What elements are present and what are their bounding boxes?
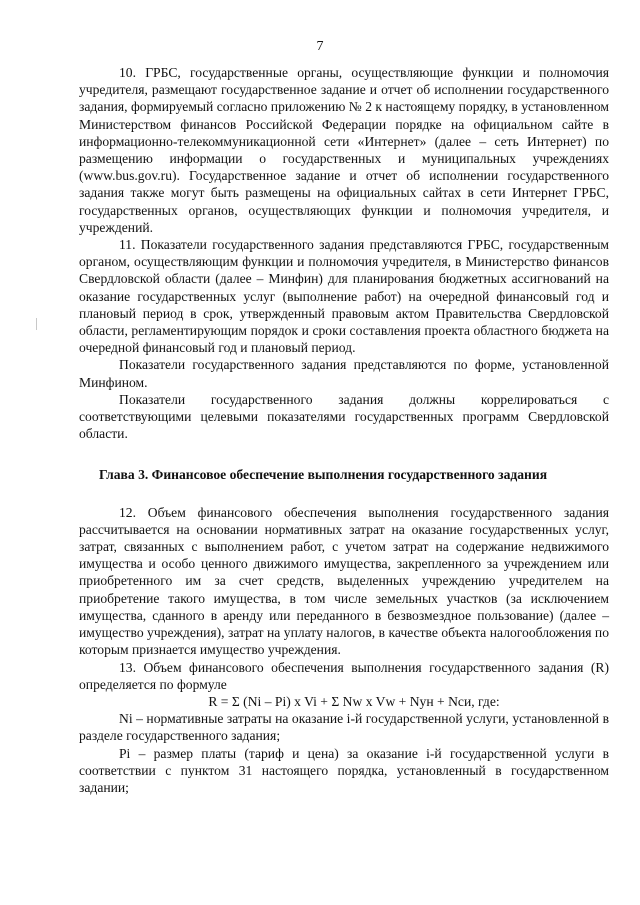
paragraph-13: 13. Объем финансового обеспечения выполнения государственного задания (R) определяется по формуле — [79, 659, 609, 692]
paragraph-10: 10. ГРБС, государственные органы, осуществляющие функции и полномочия учредителя, размещают государственное задание и отчет об исполнении государственного задания, формируемый согласно приложению № 2 к настоящему порядку, в установленном Министерством финансов Российской Федерации порядке на официальном сайте в информационно-телекоммуникационной сети «Интернет» (далее – сеть Интернет) по размещению информации о государственных и муниципальных учреждениях (www.bus.gov.ru). Государственное задание и отчет об исполнении государственного задания также могут быть размещены на официальных сайтах в сети Интернет ГРБС, государственных органов, осуществляющих функции и полномочия учредителя, и учреждений. — [79, 65, 609, 235]
paragraph-correlation: Показатели государственного задания должны коррелироваться с соответствующими целевыми показателями государственных программ Свердловской области. — [79, 391, 609, 442]
document-body — [79, 64, 609, 796]
paragraph-12: 12. Объем финансового обеспечения выполнения государственного задания рассчитывается на основании нормативных затрат на оказание государственных услуг, затрат, связанных с выполнением работ, с учетом затрат на содержание недвижимого имущества и особо ценного движимого имущества, закрепленного за учреждением или приобретенного им за счет средств, выделенных учреждению учредителем на приобретение такого имущества, в том числе земельных участков (за исключением имущества, сданного в аренду или переданного в безвозмездное пользование) (далее – имущество учреждения), затрат на уплату налогов, в качестве объекта налогообложения по которым признается имущество учреждения. — [79, 504, 609, 658]
formula: R = Σ (Ni – Pi) x Vi + Σ Nw x Vw + Nун + Nси, где: — [208, 693, 500, 709]
page-number: 7 — [316, 39, 324, 54]
paragraph-form: Показатели государственного задания представляются по форме, установленной Минфином. — [79, 357, 609, 390]
paragraph-11: 11. Показатели государственного задания представляются ГРБС, государственным органом, осуществляющим функции и полномочия учредителя, в Министерство финансов Свердловской области (далее – Минфин) для планирования бюджетных ассигнований на оказание государственных услуг (выполнение работ) на очередной финансовый год и плановый период в срок, утвержденный правовым актом Правительства Свердловской области, регламентирующим порядок и сроки составления проекта областного бюджета на очередной финансовый год и плановый период. — [79, 237, 609, 356]
paragraph-ni: Ni – нормативные затраты на оказание i-й государственной услуги, установленной в разделе государственного задания; — [79, 711, 609, 744]
paragraph-pi: Pi – размер платы (тариф и цена) за оказание i-й государственной услуги в соответствии с пунктом 31 настоящего порядка, установленный в государственном задании; — [79, 745, 609, 795]
margin-mark — [36, 318, 37, 330]
chapter-heading: Глава 3. Финансовое обеспечение выполнения государственного задания — [99, 467, 548, 483]
